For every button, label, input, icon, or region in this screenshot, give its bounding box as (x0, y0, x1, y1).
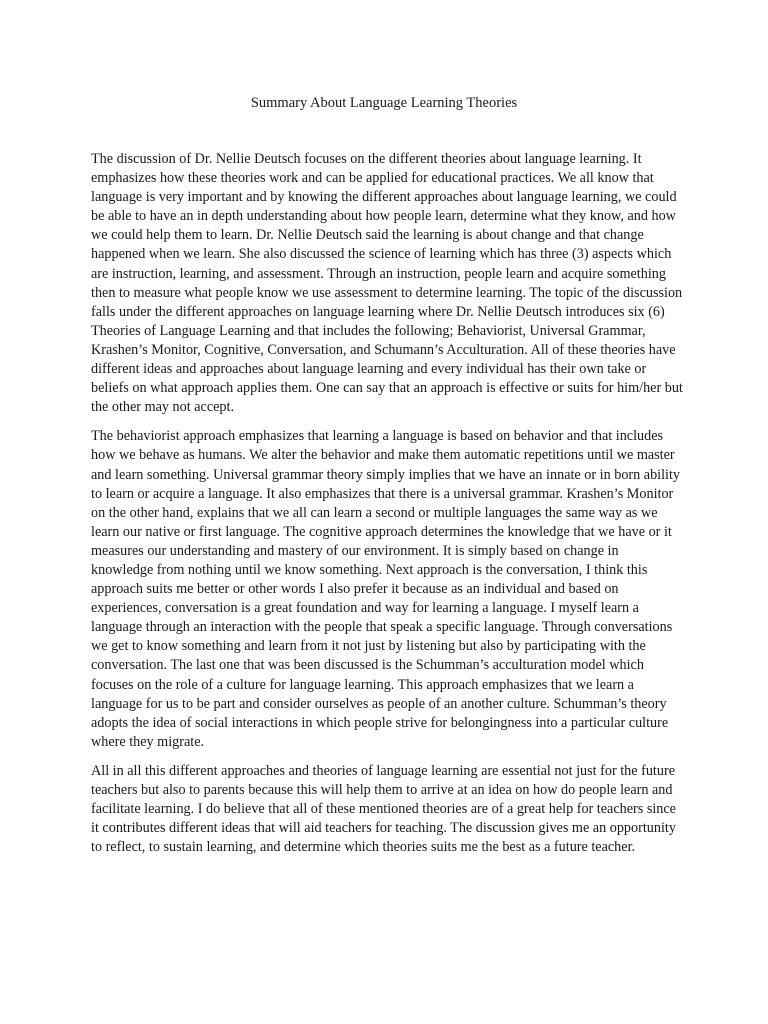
paragraph-conclusion: All in all this different approaches and theories of language learning are essential not just for the future teachers but also to parents because this will help them to arrive at an idea on how do people learn and facilitate learning. I do believe that all of these mentioned theories are of a great help for teachers since it contributes different ideas that will aid teachers for teaching. The discussion gives me an opportunity to reflect, to sustain learning, and determine which theories suits me the best as a future teacher. (91, 762, 676, 856)
paragraph-introduction: The discussion of Dr. Nellie Deutsch focuses on the different theories about language learning. It emphasizes how these theories work and can be applied for educational practices. We all know that language is very important and by knowing the different approaches about language learning, we could be able to have an in depth understanding about how people learn, determine what they know, and how we could help them to learn. Dr. Nellie Deutsch said the learning is about change and that change happened when we learn. She also discussed the science of learning which has three (3) aspects which are instruction, learning, and assessment. Through an instruction, people learn and acquire something then to measure what people know we use assessment to determine learning. The topic of the discussion falls under the different approaches on language learning where Dr. Nellie Deutsch introduces six (6) Theories of Language Learning and that includes the following; Behaviorist, Universal Grammar, Krashen’s Monitor, Cognitive, Conversation, and Schumann’s Acculturation. All of these theories have different ideas and approaches about language learning and every individual has their own take or beliefs on what approach applies them. One can say that an approach is effective or suits for him/her but the other may not accept. (91, 151, 683, 416)
document-title: Summary About Language Learning Theories (250, 95, 518, 111)
document-body (91, 150, 683, 867)
paragraph-theories: The behaviorist approach emphasizes that learning a language is based on behavior and that includes how we behave as humans. We alter the behavior and make them automatic repetitions until we master and learn something. Universal grammar theory simply implies that we have an innate or in born ability to learn or acquire a language. It also emphasizes that there is a universal grammar. Krashen’s Monitor on the other hand, explains that we all can learn a second or multiple languages the same way as we learn our native or first language. The cognitive approach determines the knowledge that we have or it measures our understanding and mastery of our environment. It is simply based on change in knowledge from nothing until we know something. Next approach is the conversation, I think this approach suits me better or other words I also prefer it because as an individual and based on experiences, conversation is a great foundation and way for learning a language. I myself learn a language through an interaction with the people that speak a specific language. Through conversations we get to know something and learn from it not just by listening but also by participating with the conversation. The last one that was been discussed is the Schumman’s acculturation model which focuses on the role of a culture for language learning. This approach emphasizes that we learn a language for us to be part and consider ourselves as people of an another culture. Schumman’s theory adopts the idea of social interactions in which people strive for belongingness into a particular culture where they migrate. (91, 428, 681, 750)
